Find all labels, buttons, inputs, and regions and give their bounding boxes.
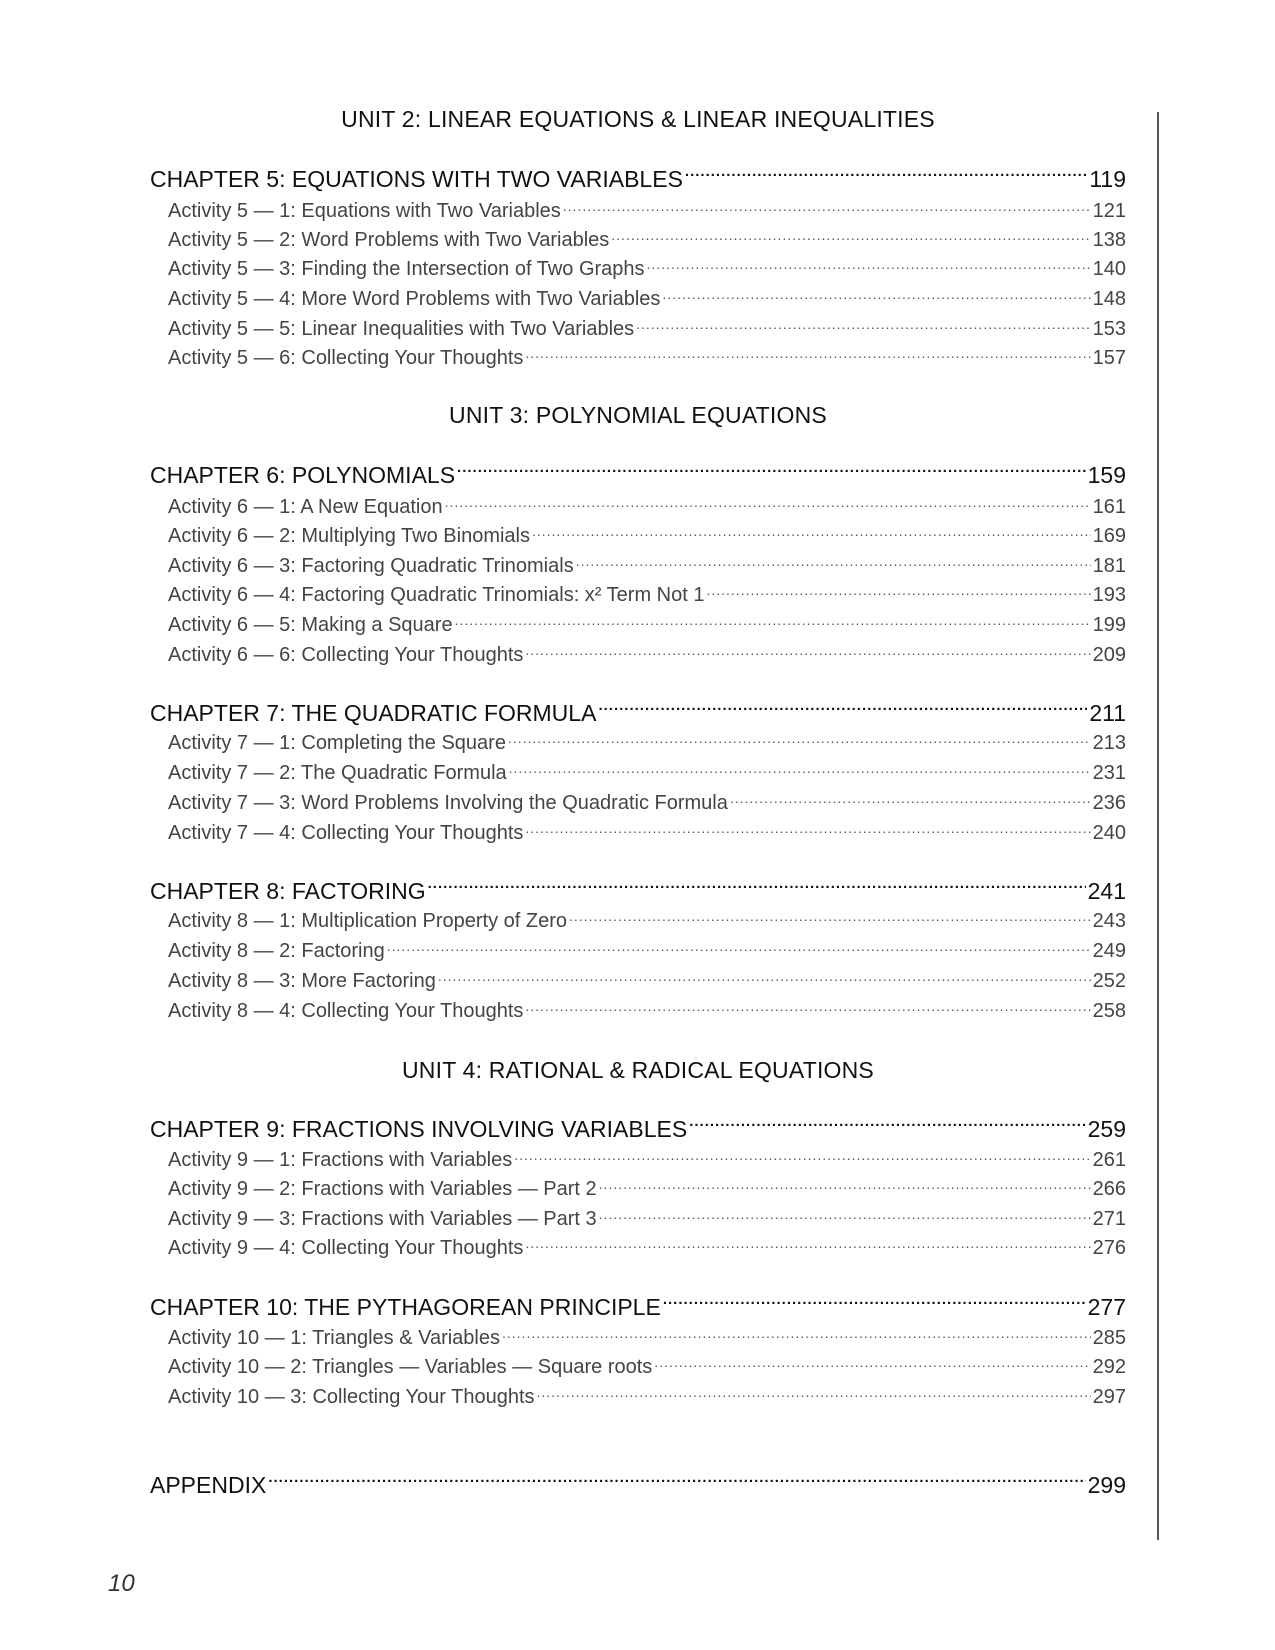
activity-title: Activity 7 — 1: Completing the Square	[168, 732, 506, 754]
toc-activity[interactable]	[168, 1352, 1126, 1382]
dot-leader	[387, 939, 1091, 959]
activity-page: 140	[1092, 258, 1126, 280]
toc-chapter-8[interactable]	[150, 876, 1126, 906]
chapter-title: CHAPTER 5: EQUATIONS WITH TWO VARIABLES	[150, 166, 683, 192]
dot-leader	[428, 876, 1086, 899]
toc-chapter-5[interactable]	[150, 164, 1126, 194]
chapter-page: 211	[1089, 700, 1126, 726]
dot-leader	[537, 1385, 1091, 1405]
activity-page: 249	[1092, 940, 1126, 962]
activity-page: 297	[1092, 1386, 1126, 1408]
activity-title: Activity 6 — 3: Factoring Quadratic Trinomials	[168, 555, 574, 577]
dot-leader	[455, 613, 1091, 633]
activity-title: Activity 6 — 5: Making a Square	[168, 614, 453, 636]
activity-title: Activity 5 — 4: More Word Problems with Two Variables	[168, 288, 661, 310]
activity-title: Activity 8 — 2: Factoring	[168, 940, 385, 962]
toc-activity[interactable]	[168, 1174, 1126, 1204]
activity-title: Activity 9 — 2: Fractions with Variables — Part 2	[168, 1178, 597, 1200]
toc-activity[interactable]	[168, 640, 1126, 670]
activity-page: 213	[1092, 732, 1126, 754]
dot-leader	[647, 257, 1091, 277]
toc-activity[interactable]	[168, 818, 1126, 848]
activity-page: 121	[1092, 200, 1126, 222]
dot-leader	[689, 1114, 1085, 1137]
chapter-page: 159	[1087, 462, 1126, 488]
activity-page: 243	[1092, 910, 1126, 932]
dot-leader	[268, 1470, 1085, 1493]
toc-activity[interactable]	[168, 521, 1126, 551]
activity-title: Activity 5 — 1: Equations with Two Variables	[168, 200, 561, 222]
dot-leader	[532, 524, 1091, 544]
activity-title: Activity 7 — 4: Collecting Your Thoughts	[168, 822, 524, 844]
toc-activity[interactable]	[168, 1382, 1126, 1412]
activity-page: 181	[1092, 555, 1126, 577]
dot-leader	[636, 317, 1090, 337]
toc-activity[interactable]	[168, 936, 1126, 966]
dot-leader	[663, 1292, 1086, 1315]
unit-4-heading: UNIT 4: RATIONAL & RADICAL EQUATIONS	[402, 1057, 874, 1083]
toc-activity[interactable]	[168, 492, 1126, 522]
dot-leader	[525, 1236, 1090, 1256]
activity-page: 138	[1092, 229, 1126, 251]
activity-page: 157	[1092, 347, 1126, 369]
activity-title: Activity 5 — 6: Collecting Your Thoughts	[168, 347, 524, 369]
appendix-page: 299	[1087, 1472, 1126, 1498]
activity-page: 199	[1092, 614, 1126, 636]
toc-activity[interactable]	[168, 254, 1126, 284]
chapter-title: CHAPTER 8: FACTORING	[150, 878, 426, 904]
dot-leader	[438, 969, 1091, 989]
toc-activity[interactable]	[168, 1204, 1126, 1234]
toc-activity[interactable]	[168, 1145, 1126, 1175]
dot-leader	[502, 1326, 1091, 1346]
toc-activity[interactable]	[168, 728, 1126, 758]
chapter-title: CHAPTER 6: POLYNOMIALS	[150, 462, 456, 488]
activity-page: 231	[1092, 762, 1126, 784]
activity-title: Activity 9 — 3: Fractions with Variables — Part 3	[168, 1208, 597, 1230]
activity-title: Activity 9 — 1: Fractions with Variables	[168, 1149, 513, 1171]
chapter-title: CHAPTER 10: THE PYTHAGOREAN PRINCIPLE	[150, 1294, 661, 1320]
dot-leader	[599, 1177, 1091, 1197]
dot-leader	[525, 999, 1090, 1019]
toc-activity[interactable]	[168, 284, 1126, 314]
activity-page: 285	[1092, 1327, 1126, 1349]
toc-chapter-10[interactable]	[150, 1292, 1126, 1322]
chapter-title: CHAPTER 9: FRACTIONS INVOLVING VARIABLES	[150, 1116, 688, 1142]
activity-title: Activity 10 — 3: Collecting Your Thoughts	[168, 1386, 535, 1408]
activity-title: Activity 8 — 3: More Factoring	[168, 970, 436, 992]
activity-title: Activity 5 — 5: Linear Inequalities with Two Variables	[168, 318, 635, 340]
activity-title: Activity 8 — 1: Multiplication Property of Zero	[168, 910, 568, 932]
dot-leader	[599, 1207, 1091, 1227]
page-number: 10	[108, 1570, 135, 1597]
toc-chapter-6[interactable]	[150, 460, 1126, 490]
activity-title: Activity 6 — 1: A New Equation	[168, 496, 443, 518]
dot-leader	[576, 554, 1091, 574]
chapter-page: 119	[1089, 166, 1126, 192]
activity-page: 292	[1092, 1356, 1126, 1378]
toc-activity[interactable]	[168, 1323, 1126, 1353]
toc-activity[interactable]	[168, 610, 1126, 640]
chapter-page: 277	[1087, 1294, 1126, 1320]
activity-title: Activity 10 — 1: Triangles & Variables	[168, 1327, 500, 1349]
activity-title: Activity 5 — 2: Word Problems with Two Variables	[168, 229, 610, 251]
chapter-page: 241	[1087, 878, 1126, 904]
toc-activity[interactable]	[168, 343, 1126, 373]
activity-page: 236	[1092, 792, 1126, 814]
activity-title: Activity 10 — 2: Triangles — Variables — Square roots	[168, 1356, 653, 1378]
activity-title: Activity 7 — 2: The Quadratic Formula	[168, 762, 507, 784]
activity-title: Activity 7 — 3: Word Problems Involving the Quadratic Formula	[168, 792, 728, 814]
dot-leader	[598, 698, 1087, 721]
toc-activity[interactable]	[168, 788, 1126, 818]
dot-leader	[445, 495, 1091, 515]
unit-2-heading: UNIT 2: LINEAR EQUATIONS & LINEAR INEQUALITIES	[341, 106, 935, 132]
toc-activity[interactable]	[168, 551, 1126, 581]
dot-leader	[706, 583, 1090, 603]
activity-title: Activity 6 — 4: Factoring Quadratic Trinomials: x² Term Not 1	[168, 584, 705, 606]
dot-leader	[569, 909, 1091, 929]
activity-title: Activity 6 — 6: Collecting Your Thoughts	[168, 644, 524, 666]
activity-title: Activity 6 — 2: Multiplying Two Binomials	[168, 525, 530, 547]
toc-chapter-9[interactable]	[150, 1114, 1126, 1144]
toc-activity[interactable]	[168, 580, 1126, 610]
dot-leader	[508, 731, 1091, 751]
activity-page: 148	[1092, 288, 1126, 310]
appendix-title: APPENDIX	[150, 1472, 267, 1498]
activity-page: 258	[1092, 1000, 1126, 1022]
dot-leader	[662, 287, 1090, 307]
activity-page: 276	[1092, 1237, 1126, 1259]
activity-page: 209	[1092, 644, 1126, 666]
dot-leader	[685, 164, 1087, 187]
toc-activity[interactable]	[168, 906, 1126, 936]
dot-leader	[525, 821, 1090, 841]
activity-page: 240	[1092, 822, 1126, 844]
toc-appendix[interactable]	[150, 1470, 1126, 1500]
activity-page: 266	[1092, 1178, 1126, 1200]
toc-activity[interactable]	[168, 1233, 1126, 1263]
chapter-title: CHAPTER 7: THE QUADRATIC FORMULA	[150, 700, 597, 726]
activity-title: Activity 5 — 3: Finding the Intersection of Two Graphs	[168, 258, 645, 280]
chapter-page: 259	[1087, 1116, 1126, 1142]
activity-title: Activity 9 — 4: Collecting Your Thoughts	[168, 1237, 524, 1259]
toc-activity[interactable]	[168, 758, 1126, 788]
activity-page: 153	[1092, 318, 1126, 340]
dot-leader	[730, 791, 1091, 811]
toc-activity[interactable]	[168, 314, 1126, 344]
activity-page: 193	[1092, 584, 1126, 606]
dot-leader	[509, 761, 1091, 781]
dot-leader	[563, 199, 1091, 219]
dot-leader	[457, 460, 1086, 483]
toc-activity[interactable]	[168, 225, 1126, 255]
activity-page: 261	[1092, 1149, 1126, 1171]
dot-leader	[611, 228, 1090, 248]
dot-leader	[654, 1355, 1090, 1375]
activity-page: 169	[1092, 525, 1126, 547]
toc-activity[interactable]	[168, 996, 1126, 1026]
dot-leader	[525, 643, 1090, 663]
margin-rule	[1157, 112, 1159, 1540]
dot-leader	[525, 346, 1090, 366]
dot-leader	[514, 1148, 1090, 1168]
activity-page: 161	[1092, 496, 1126, 518]
unit-3-heading: UNIT 3: POLYNOMIAL EQUATIONS	[449, 402, 827, 428]
toc-activity[interactable]	[168, 196, 1126, 226]
activity-page: 252	[1092, 970, 1126, 992]
toc-activity[interactable]	[168, 966, 1126, 996]
toc-chapter-7[interactable]	[150, 698, 1126, 728]
activity-page: 271	[1092, 1208, 1126, 1230]
activity-title: Activity 8 — 4: Collecting Your Thoughts	[168, 1000, 524, 1022]
